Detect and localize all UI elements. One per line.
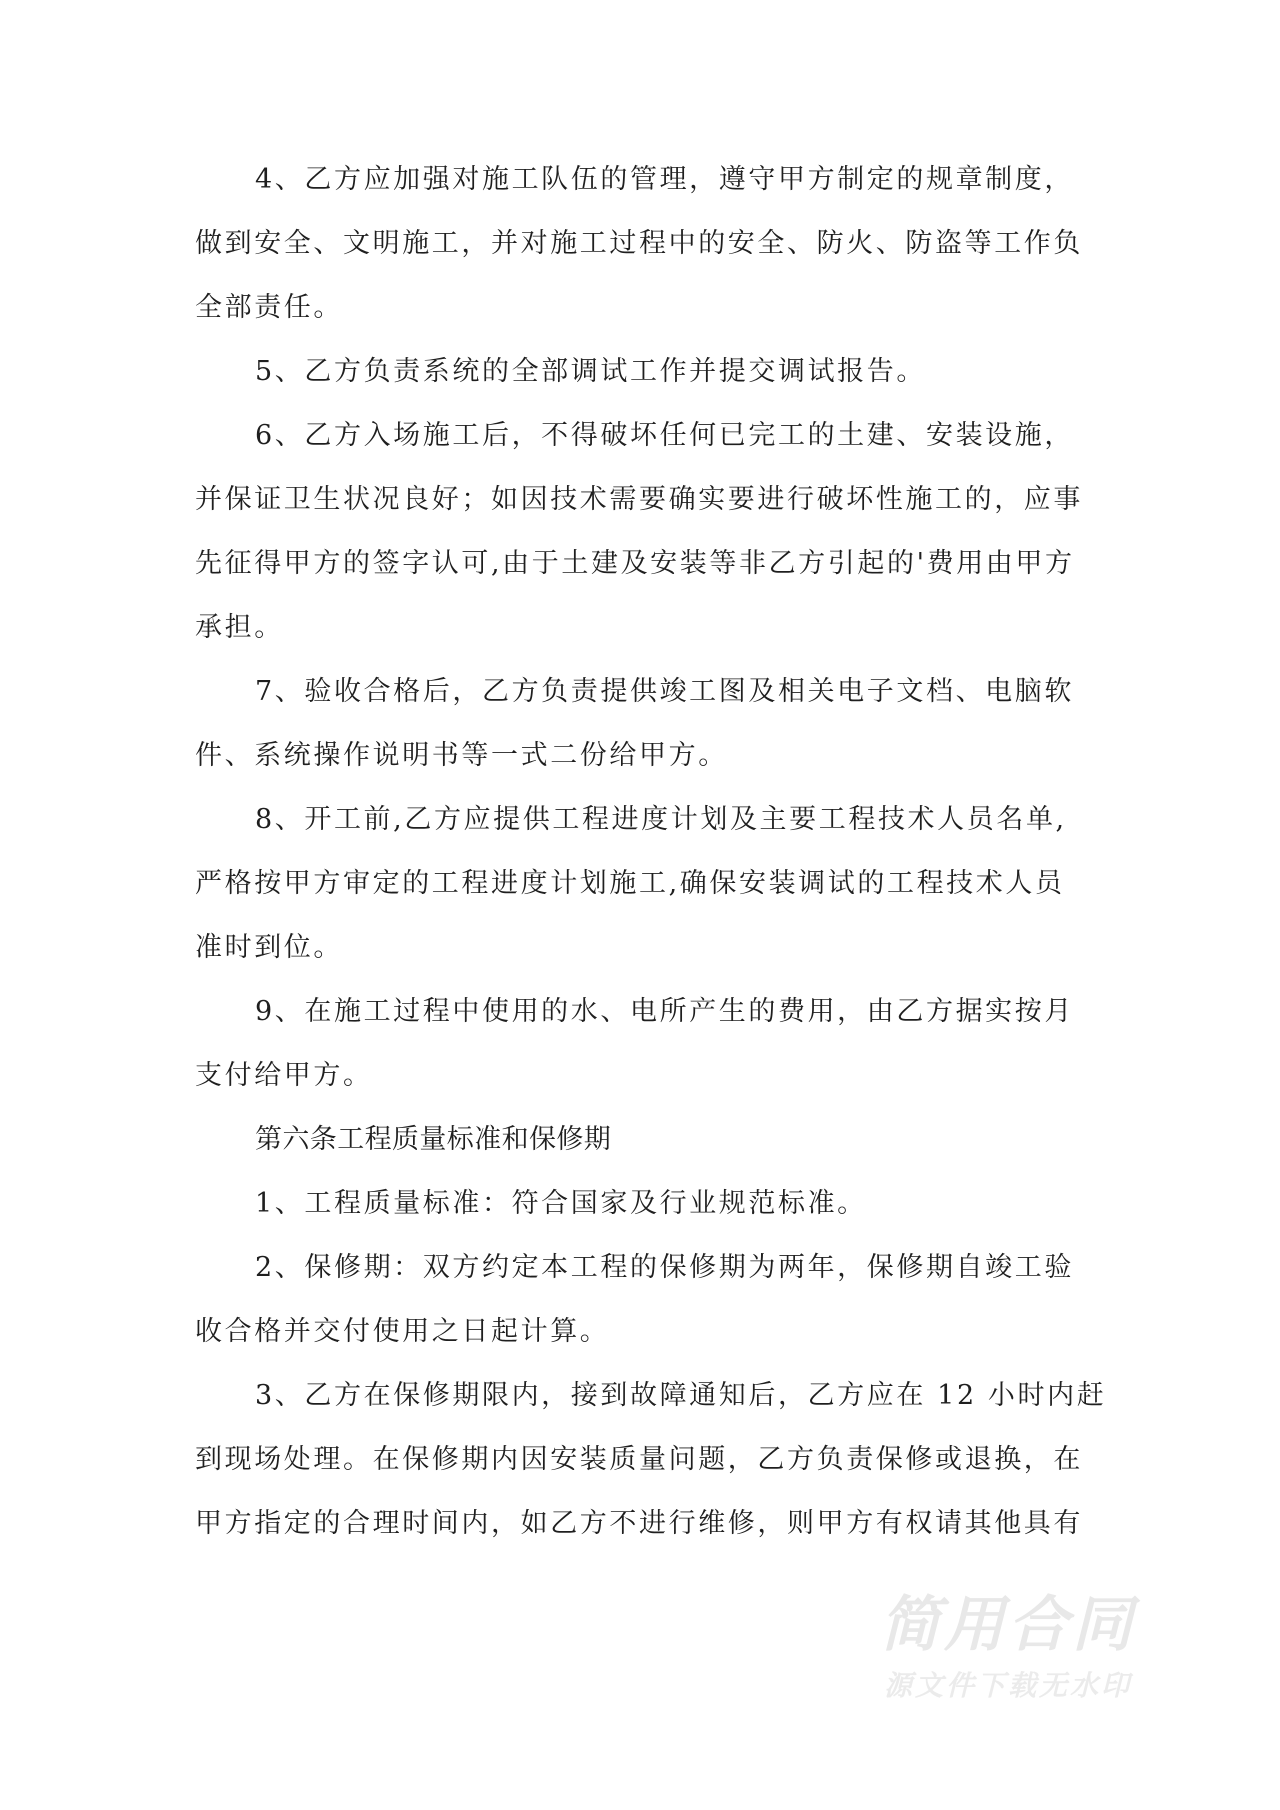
watermark-brand: 简用合同	[880, 1590, 1136, 1660]
clause-4-line-3: 全部责任。	[195, 292, 343, 323]
article-6-clause-3-line-3: 甲方指定的合理时间内，如乙方不进行维修，则甲方有权请其他具有	[195, 1508, 1083, 1539]
clause-4-line-2: 做到安全、文明施工，并对施工过程中的安全、防火、防盗等工作负	[195, 228, 1083, 259]
clause-5-line-1: 5、乙方负责系统的全部调试工作并提交调试报告。	[255, 356, 926, 387]
clause-8-line-3: 准时到位。	[195, 932, 343, 963]
article-6-clause-3-line-1: 3、乙方在保修期限内，接到故障通知后，乙方应在 12 小时内赶	[255, 1380, 1107, 1411]
article-6-clause-2-line-1: 2、保修期：双方约定本工程的保修期为两年，保修期自竣工验	[255, 1252, 1074, 1283]
article-6-heading: 第六条工程质量标准和保修期	[255, 1124, 612, 1155]
watermark-tagline: 源文件下载无水印	[884, 1669, 1133, 1702]
clause-8-line-1: 8、开工前,乙方应提供工程进度计划及主要工程技术人员名单,	[255, 804, 1067, 835]
clause-8-line-2: 严格按甲方审定的工程进度计划施工,确保安装调试的工程技术人员	[195, 868, 1065, 899]
clause-9-line-1: 9、在施工过程中使用的水、电所产生的费用，由乙方据实按月	[255, 996, 1074, 1027]
clause-4-line-1: 4、乙方应加强对施工队伍的管理，遵守甲方制定的规章制度，	[255, 164, 1074, 195]
clause-6-line-4: 承担。	[195, 612, 284, 643]
article-6-clause-2-line-2: 收合格并交付使用之日起计算。	[195, 1316, 610, 1347]
clause-9-line-2: 支付给甲方。	[195, 1060, 373, 1091]
article-6-clause-3-line-2: 到现场处理。在保修期内因安装质量问题，乙方负责保修或退换，在	[195, 1444, 1083, 1475]
document-body	[195, 148, 1107, 1556]
clause-6-line-2: 并保证卫生状况良好；如因技术需要确实要进行破坏性施工的，应事	[195, 484, 1083, 515]
clause-6-line-3: 先征得甲方的签字认可,由于土建及安装等非乙方引起的'费用由甲方	[195, 548, 1075, 579]
clause-7-line-1: 7、验收合格后，乙方负责提供竣工图及相关电子文档、电脑软	[255, 676, 1074, 707]
article-6-clause-1-line-1: 1、工程质量标准：符合国家及行业规范标准。	[255, 1188, 867, 1219]
clause-6-line-1: 6、乙方入场施工后，不得破坏任何已完工的土建、安装设施，	[255, 420, 1074, 451]
watermark	[880, 1590, 1200, 1720]
clause-7-line-2: 件、系统操作说明书等一式二份给甲方。	[195, 740, 728, 771]
